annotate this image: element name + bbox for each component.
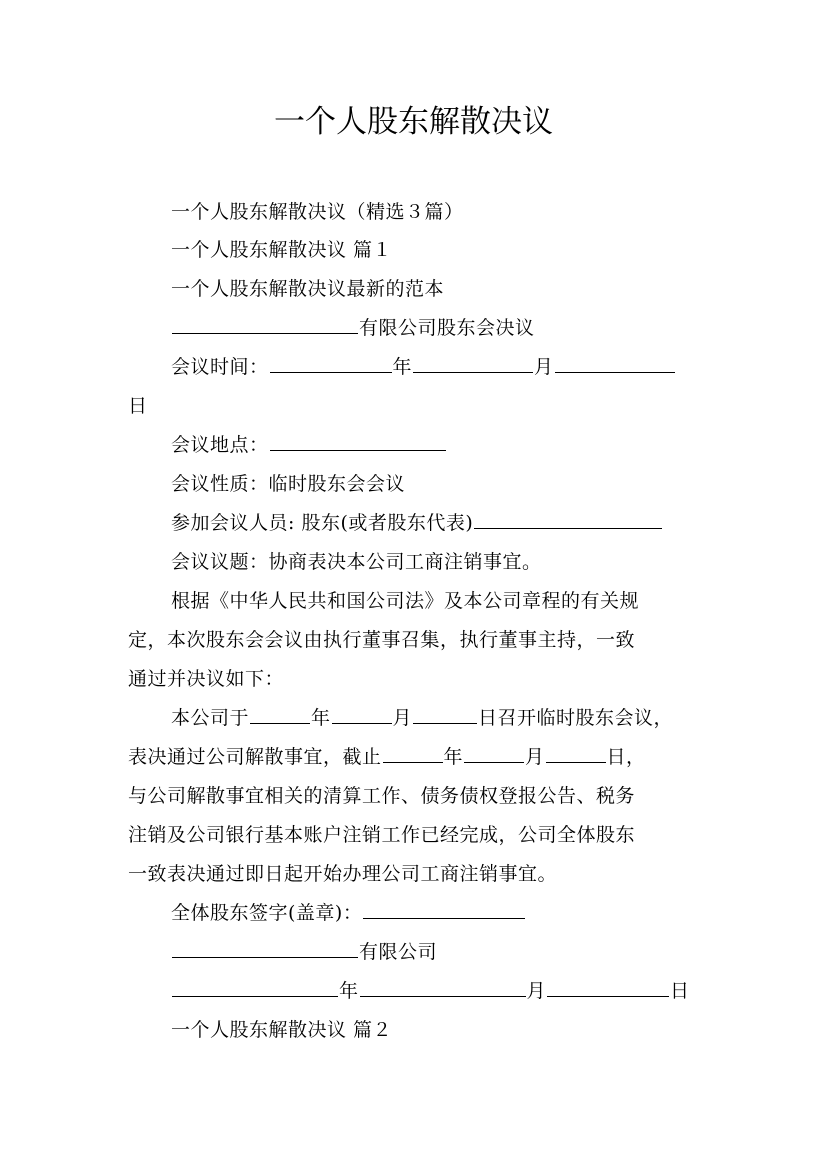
para2-line4: 注销及公司银行基本账户注销工作已经完成，公司全体股东 [128,824,636,846]
para2-line3: 与公司解散事宜相关的清算工作、债务债权登报公告、税务 [128,785,636,807]
company-name-blank [172,332,358,334]
meeting-time-label: 会议时间： [171,356,269,378]
meeting-place-line [171,430,447,460]
month-label: 月 [534,356,554,378]
meeting-nature: 会议性质：临时股东会会议 [171,473,406,495]
date-year: 年 [339,980,359,1002]
document-title: 一个人股东解散决议 [274,104,553,140]
company-resolution-line [171,313,535,343]
meeting-place-label: 会议地点： [171,434,269,456]
attendees-label: 参加会议人员: 股东(或者股东代表) [171,512,474,534]
signature-label: 全体股东签字(盖章)： [171,902,363,924]
part2-heading: 一个人股东解散决议 篇２ [171,1019,393,1041]
intro-line: 一个人股东解散决议（精选３篇） [171,201,464,223]
para1-line2: 定，本次股东会会议由执行董事召集，执行董事主持，一致 [128,629,636,651]
date-year-blank [172,995,338,997]
attendees-blank [474,527,662,529]
date-day-blank [547,995,669,997]
deadline-month: 月 [525,746,545,768]
company-resolution-suffix: 有限公司股东会决议 [359,317,535,339]
para2-line1-suffix: 日召开临时股东会议， [478,707,674,729]
year-blank [270,371,392,373]
template-heading: 一个人股东解散决议最新的范本 [171,278,445,300]
para2-year-blank [250,722,310,724]
month-blank [413,371,533,373]
para2-line5: 一致表决通过即日起开始办理公司工商注销事宜。 [128,863,558,885]
signature-blank [363,917,525,919]
date-day: 日 [670,980,690,1002]
para2-day-blank [413,722,477,724]
company-suffix: 有限公司 [359,941,438,963]
attendees-line [171,508,663,538]
para1-line1: 根据《中华人民共和国公司法》及本公司章程的有关规 [171,590,640,612]
deadline-year-blank [383,761,443,763]
para2-line1 [171,703,673,733]
meeting-time-line [171,352,676,382]
para2-month: 月 [392,707,413,729]
meeting-place-blank [270,449,446,451]
date-month-blank [360,995,526,997]
company-line [171,937,437,967]
year-label: 年 [392,356,413,378]
signature-line [171,898,526,928]
para2-year: 年 [311,707,331,729]
date-line [171,976,690,1006]
deadline-month-blank [464,761,524,763]
para2-line2 [128,742,646,772]
date-month: 月 [526,980,547,1002]
para2-line2-suffix: 日， [606,746,646,768]
day-blank [555,371,675,373]
para2-prefix: 本公司于 [171,707,250,729]
deadline-year: 年 [443,746,464,768]
meeting-time-day: 日 [128,395,148,417]
deadline-day-blank [546,761,606,763]
company-blank [172,956,358,958]
agenda-line: 会议议题：协商表决本公司工商注销事宜。 [171,551,542,573]
para1-line3: 通过并决议如下： [128,668,285,690]
para2-line2-prefix: 表决通过公司解散事宜，截止 [128,746,382,768]
para2-month-blank [332,722,392,724]
part1-heading: 一个人股东解散决议 篇１ [171,239,393,261]
